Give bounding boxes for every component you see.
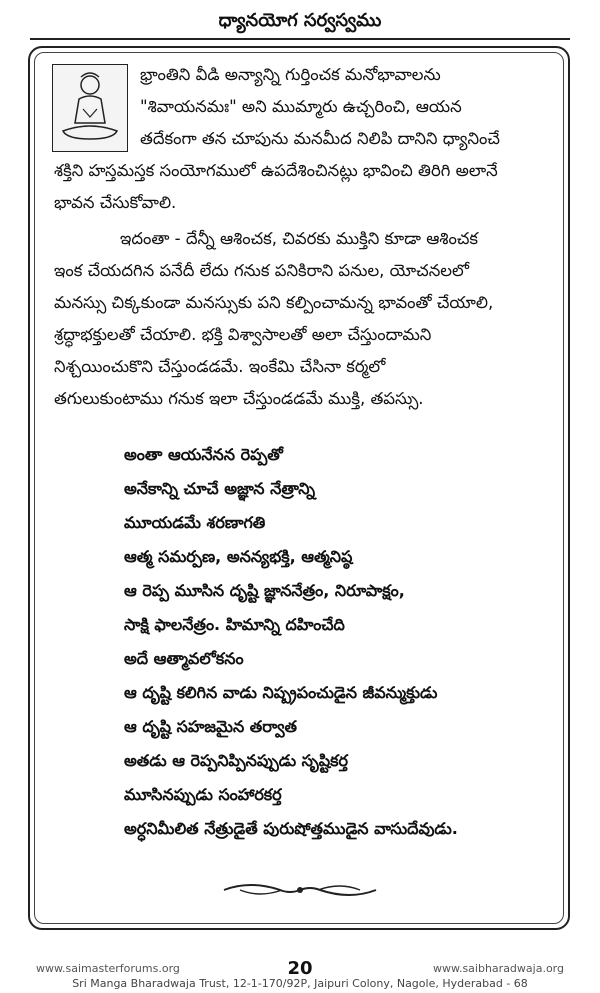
- paragraph-line: తగులుకుంటాము గనుక ఇలా చేస్తుండడమే ముక్తి, తపస్సు.: [54, 389, 424, 408]
- verse-line: అదే ఆత్మావలోకనం: [124, 649, 244, 668]
- paragraph-line: తదేకంగా తన చూపును మనమీద నిలిపి దానిని ధ్యానించే: [140, 129, 500, 148]
- footer-address: Sri Manga Bharadwaja Trust, 12-1-170/92P, Jaipuri Colony, Nagole, Hyderabad - 68: [72, 977, 528, 990]
- verse-line: ఆ దృష్టి కలిగిన వాడు నిష్ప్రపంచుడైన జీవన్ముక్తుడు: [124, 683, 438, 702]
- paragraph-line: నిశ్చయించుకొని చేస్తుండడమే. ఇంకేమి చేసినా కర్మలో: [54, 357, 386, 376]
- paragraph-line: భావన చేసుకోవాలి.: [54, 193, 177, 212]
- paragraph-line: "శివాయనమః" అని ముమ్మారు ఉచ్చరించి, ఆయన: [140, 97, 462, 116]
- paragraph-line: శ్రద్ధాభక్తులతో చేయాలి. భక్తి విశ్వాసాలతో అలా చేస్తుందామని: [54, 325, 432, 344]
- verse-line: ఆత్మ సమర్పణ, అనన్యభక్తి, ఆత్మనిష్ఠ: [124, 547, 353, 566]
- paragraph-line: ఇదంతా - దేన్నీ ఆశించక, చివరకు ముక్తిని కూడా ఆశించక: [120, 229, 479, 248]
- verse-line: అనేకాన్ని చూచే అజ్ఞాన నేత్రాన్ని: [124, 479, 315, 498]
- page-number: 20: [287, 958, 313, 979]
- paragraph-line: భ్రాంతిని వీడి అన్యాన్ని గుర్తించక మనోభావాలను: [140, 65, 441, 84]
- verse-line: సాక్షి ఫాలనేత్రం. హిమాన్ని దహించేది: [124, 615, 345, 634]
- verse-line: మూయడమే శరణాగతి: [124, 513, 266, 532]
- paragraph-line: మనస్సు చిక్కకుండా మనస్సుకు పని కల్పించామన్న భావంతో చేయాలి,: [54, 293, 494, 312]
- header-divider: [30, 38, 570, 40]
- verse-line: అర్ధనిమీలిత నేత్రుడైతే పురుషోత్తముడైన వాసుదేవుడు.: [124, 819, 458, 838]
- verse-line: మూసినప్పుడు సంహారకర్త: [124, 785, 282, 804]
- footer-url-right[interactable]: www.saibharadwaja.org: [432, 962, 564, 975]
- verse-line: అతడు ఆ రెప్పనిప్పినప్పుడు సృష్టికర్త: [124, 751, 348, 770]
- ornament-divider-icon: [220, 878, 380, 902]
- verse-line: ఆ రెప్ప మూసిన దృష్టి జ్ఞాననేత్రం, నిరూపాక్షం,: [124, 581, 405, 600]
- verse-line: ఆ దృష్టి సహజమైన తర్వాత: [124, 717, 297, 736]
- footer-url-left[interactable]: www.saimasterforums.org: [36, 962, 180, 975]
- page-header-title: ధ్యానయోగ సర్వస్వము: [218, 10, 382, 31]
- seated-figure-icon: [53, 65, 127, 151]
- portrait-illustration: [52, 64, 128, 152]
- verse-line: అంతా ఆయనేనన రెప్పతో: [124, 445, 283, 464]
- paragraph-line: ఇంక చేయదగిన పనేదీ లేదు గనుక పనికిరాని పనుల, యోచనలలో: [54, 261, 469, 280]
- paragraph-line: శక్తిని హస్తమస్తక సంయోగములో ఉపదేశించినట్లు భావించి తిరిగి అలానే: [54, 161, 498, 180]
